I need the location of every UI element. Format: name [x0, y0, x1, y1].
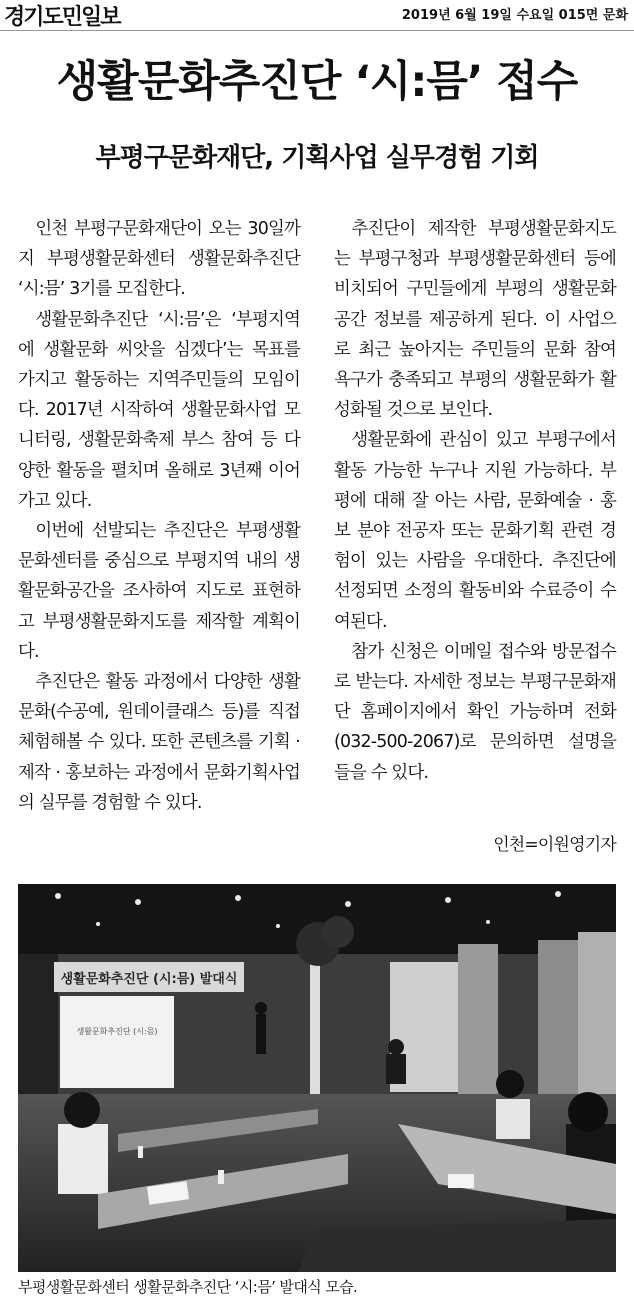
article-column-left	[18, 214, 300, 818]
article-headline: 생활문화추진단 ‘시:믐’ 접수	[56, 57, 578, 107]
screen-text: 생활문화추진단 (시:믐)	[76, 1027, 158, 1036]
article-photo	[18, 884, 616, 1272]
dateline: 2019년 6월 19일 수요일 015면 문화	[401, 8, 628, 23]
article-paragraph-1: 인천 부평구문화재단이 오는 30일까지 부평생활문화센터 생활문화추진단 ‘시:믐’ 3기를 모집한다.	[18, 219, 300, 300]
newspaper-logo: 경기도민일보	[4, 5, 120, 30]
article-column-right	[334, 214, 616, 788]
article-paragraph-5: 추진단이 제작한 부평생활문화지도는 부평구청과 부평생활문화센터 등에 비치되어 구민들에게 부평의 생활문화공간 정보를 제공하게 된다. 이 사업으로 최근 높아지는 주민들의 문화 참여 욕구가 충족되고 부평의 생활문화가 활성화될 것으로 보인다.	[334, 219, 616, 421]
banner-text: 생활문화추진단 (시:믐) 발대식	[60, 972, 238, 987]
page-header	[0, 0, 634, 31]
photo-caption: 부평생활문화센터 생활문화추진단 ‘시:믐’ 발대식 모습.	[18, 1278, 358, 1296]
article-paragraph-7: 참가 신청은 이메일 접수와 방문접수로 받는다. 자세한 정보는 부평구문화재단 홈페이지에서 확인 가능하며 전화(032-500-2067)로 문의하면 설명을 들을 수 있다.	[334, 641, 616, 783]
article-paragraph-2: 생활문화추진단 ‘시:믐’은 ‘부평지역에 생활문화 씨앗을 심겠다’는 목표를 가지고 활동하는 지역주민들의 모임이다. 2017년 시작하여 생활문화사업 모니터링, 생활문화축제 부스 참여 등 다양한 활동을 펼치며 올해로 3년째 이어가고 있다.	[18, 309, 300, 511]
article-paragraph-3: 이번에 선발되는 추진단은 부평생활문화센터를 중심으로 부평지역 내의 생활문화공간을 조사하여 지도로 표현하고 부평생활문화지도를 제작할 계획이다.	[18, 521, 300, 662]
article-subheadline: 부평구문화재단, 기획사업 실무경험 기회	[95, 143, 539, 173]
reporter-byline: 인천=이원영기자	[493, 835, 616, 855]
article-paragraph-4: 추진단은 활동 과정에서 다양한 생활문화(수공예, 원데이클래스 등)를 직접 체험해볼 수 있다. 또한 콘텐츠를 기획 · 제작 · 홍보하는 과정에서 문화기획사업의 실무를 경험할 수 있다.	[18, 672, 300, 813]
article-paragraph-6: 생활문화에 관심이 있고 부평구에서 활동 가능한 누구나 지원 가능하다. 부평에 대해 잘 아는 사람, 문화예술 · 홍보 분야 전공자 또는 문화기획 관련 경험이 있는 사람을 우대한다. 추진단에 선정되면 소정의 활동비와 수료증이 수여된다.	[334, 430, 616, 632]
